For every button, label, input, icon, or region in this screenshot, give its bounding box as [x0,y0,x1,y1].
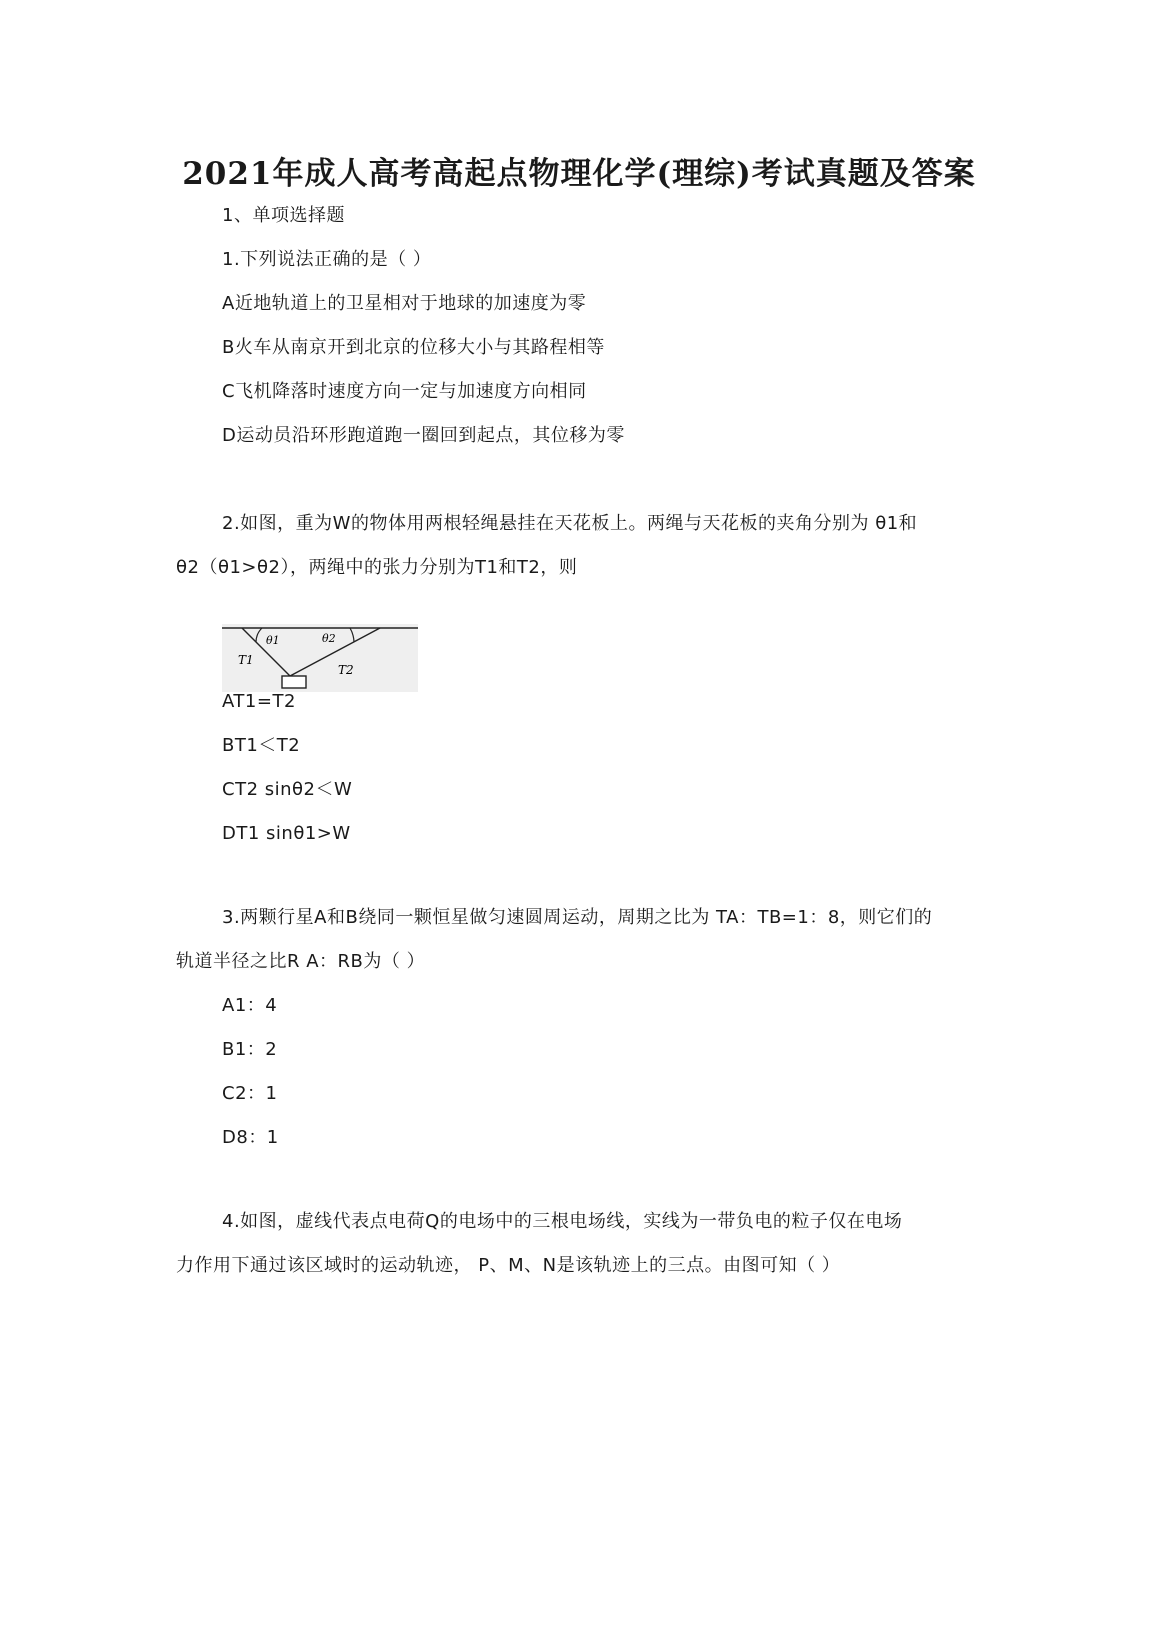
q2-option-c: CT2 sinθ2＜W [222,779,353,800]
t1-label: T1 [238,653,254,667]
q2-stem-line1: 2.如图，重为W的物体用两根轻绳悬挂在天花板上。两绳与天花板的夹角分别为 θ1和 [222,513,918,534]
theta2-label: θ2 [322,632,336,645]
q2-stem-line2: θ2（θ1>θ2），两绳中的张力分别为T1和T2，则 [176,557,578,578]
q1-stem: 1.下列说法正确的是（ ） [222,249,432,270]
t2-label: T2 [338,663,354,677]
q1-option-d: D运动员沿环形跑道跑一圈回到起点，其位移为零 [222,425,625,446]
weight-block [282,676,306,688]
q2-figure [222,624,418,692]
q3-option-b: B1：2 [222,1039,278,1060]
q3-option-d: D8：1 [222,1127,279,1148]
q2-option-d: DT1 sinθ1>W [222,823,351,844]
q2-option-a: AT1=T2 [222,691,296,712]
q1-option-c: C飞机降落时速度方向一定与加速度方向相同 [222,381,587,402]
q3-stem-line1: 3.两颗行星A和B绕同一颗恒星做匀速圆周运动，周期之比为 TA：TB=1：8，则它们的 [222,907,933,928]
theta1-label: θ1 [266,634,280,647]
q3-option-a: A1：4 [222,995,278,1016]
q4-stem-line2: 力作用下通过该区域时的运动轨迹， P、M、N是该轨迹上的三点。由图可知（ ） [176,1255,841,1276]
q1-option-b: B火车从南京开到北京的位移大小与其路程相等 [222,337,605,358]
document-title: 2021年成人高考高起点物理化学(理综)考试真题及答案 [182,156,976,192]
q4-stem-line1: 4.如图，虚线代表点电荷Q的电场中的三根电场线，实线为一带负电的粒子仅在电场 [222,1211,903,1232]
section-heading: 1、单项选择题 [222,205,345,226]
q2-option-b: BT1＜T2 [222,735,301,756]
q3-stem-line2: 轨道半径之比R A：RB为（ ） [176,951,426,972]
q3-option-c: C2：1 [222,1083,278,1104]
q1-option-a: A近地轨道上的卫星相对于地球的加速度为零 [222,293,587,314]
